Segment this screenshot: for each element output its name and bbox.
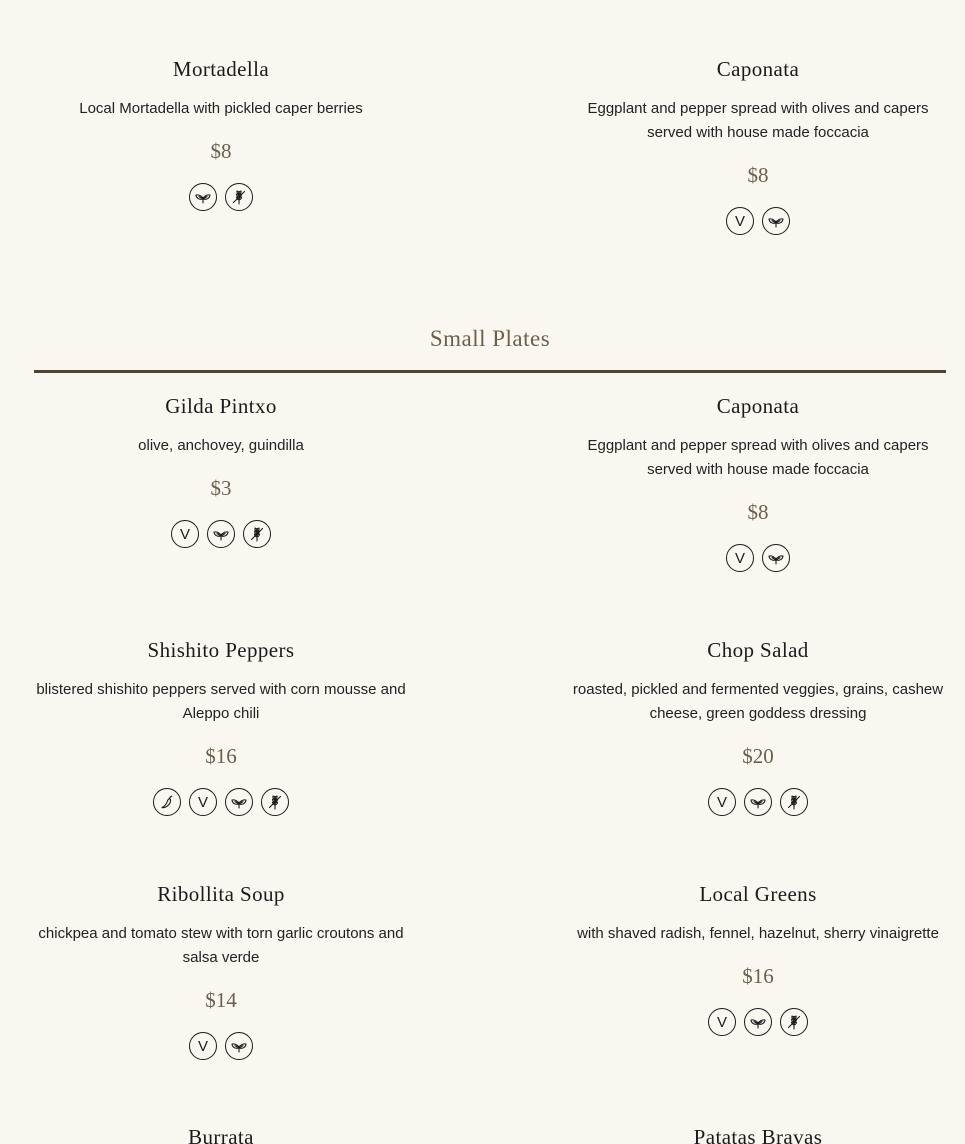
item-name: Burrata (188, 1125, 254, 1144)
item-price: $16 (742, 964, 774, 988)
menu-item-ribollita-soup (31, 882, 411, 1060)
item-price: $20 (742, 744, 774, 768)
vegetarian-icon (726, 207, 754, 235)
item-description: chickpea and tomato stew with torn garlic croutons and salsa verde (38, 925, 404, 966)
menu-item-chop-salad (568, 638, 948, 816)
menu-item-gilda-pintxo (31, 394, 411, 548)
item-name: Caponata (716, 394, 800, 418)
dietary-icons (31, 183, 411, 211)
dietary-icons (568, 544, 948, 572)
vegetarian-letter: V (716, 794, 727, 811)
dietary-icons (31, 788, 411, 816)
item-price: $8 (747, 500, 769, 524)
dietary-icons (566, 1008, 950, 1036)
vegetarian-icon (189, 1032, 217, 1060)
menu-item-mortadella (31, 57, 411, 211)
item-description: Eggplant and pepper spread with olives and capers served with house made foccacia (587, 437, 929, 478)
item-name: Mortadella (172, 57, 270, 81)
spicy-pepper-icon (153, 788, 181, 816)
item-name: Gilda Pintxo (165, 394, 277, 418)
item-description: roasted, pickled and fermented veggies, grains, cashew cheese, green goddess dressing (572, 681, 944, 722)
vegan-leaf-icon (189, 183, 217, 211)
item-description: olive, anchovey, guindilla (138, 437, 304, 454)
item-name: Ribollita Soup (157, 882, 285, 906)
item-name: Caponata (716, 57, 800, 81)
menu-item-patatas-bravas (568, 1125, 948, 1144)
menu-item-burrata (31, 1125, 411, 1144)
vegan-leaf-icon (225, 788, 253, 816)
item-name: Local Greens (699, 882, 817, 906)
item-price: $16 (205, 744, 237, 768)
item-name: Shishito Peppers (147, 638, 295, 662)
vegetarian-letter: V (716, 1014, 727, 1031)
vegetarian-icon (189, 788, 217, 816)
vegan-leaf-icon (762, 544, 790, 572)
dietary-icons (31, 520, 411, 548)
item-description: Local Mortadella with pickled caper berries (79, 100, 363, 117)
gluten-free-icon (780, 1008, 808, 1036)
vegetarian-icon (726, 544, 754, 572)
vegetarian-icon (708, 1008, 736, 1036)
item-name: Chop Salad (707, 638, 809, 662)
item-description: with shaved radish, fennel, hazelnut, sherry vinaigrette (577, 925, 939, 942)
item-price: $14 (205, 988, 237, 1012)
item-price: $3 (210, 476, 232, 500)
vegetarian-letter: V (734, 550, 745, 567)
vegetarian-icon (171, 520, 199, 548)
section-divider (34, 370, 946, 373)
menu-item-caponata-top (568, 57, 948, 235)
vegan-leaf-icon (207, 520, 235, 548)
vegetarian-letter: V (734, 213, 745, 230)
dietary-icons (568, 788, 948, 816)
vegan-leaf-icon (744, 788, 772, 816)
vegetarian-letter: V (179, 526, 190, 543)
vegan-leaf-icon (225, 1032, 253, 1060)
vegetarian-letter: V (197, 794, 208, 811)
item-description: blistered shishito peppers served with corn mousse and Aleppo chili (36, 681, 406, 722)
gluten-free-icon (243, 520, 271, 548)
gluten-free-icon (261, 788, 289, 816)
gluten-free-icon (225, 183, 253, 211)
menu-item-local-greens (566, 882, 950, 1036)
dietary-icons (568, 207, 948, 235)
menu-item-caponata (568, 394, 948, 572)
dietary-icons (31, 1032, 411, 1060)
item-name: Patatas Bravas (693, 1125, 823, 1144)
item-price: $8 (210, 139, 232, 163)
section-title-small-plates: Small Plates (429, 326, 551, 351)
menu-item-shishito-peppers (31, 638, 411, 816)
vegan-leaf-icon (744, 1008, 772, 1036)
vegan-leaf-icon (762, 207, 790, 235)
vegetarian-icon (708, 788, 736, 816)
vegetarian-letter: V (197, 1038, 208, 1055)
item-price: $8 (747, 163, 769, 187)
item-description: Eggplant and pepper spread with olives and capers served with house made foccacia (587, 100, 929, 141)
gluten-free-icon (780, 788, 808, 816)
